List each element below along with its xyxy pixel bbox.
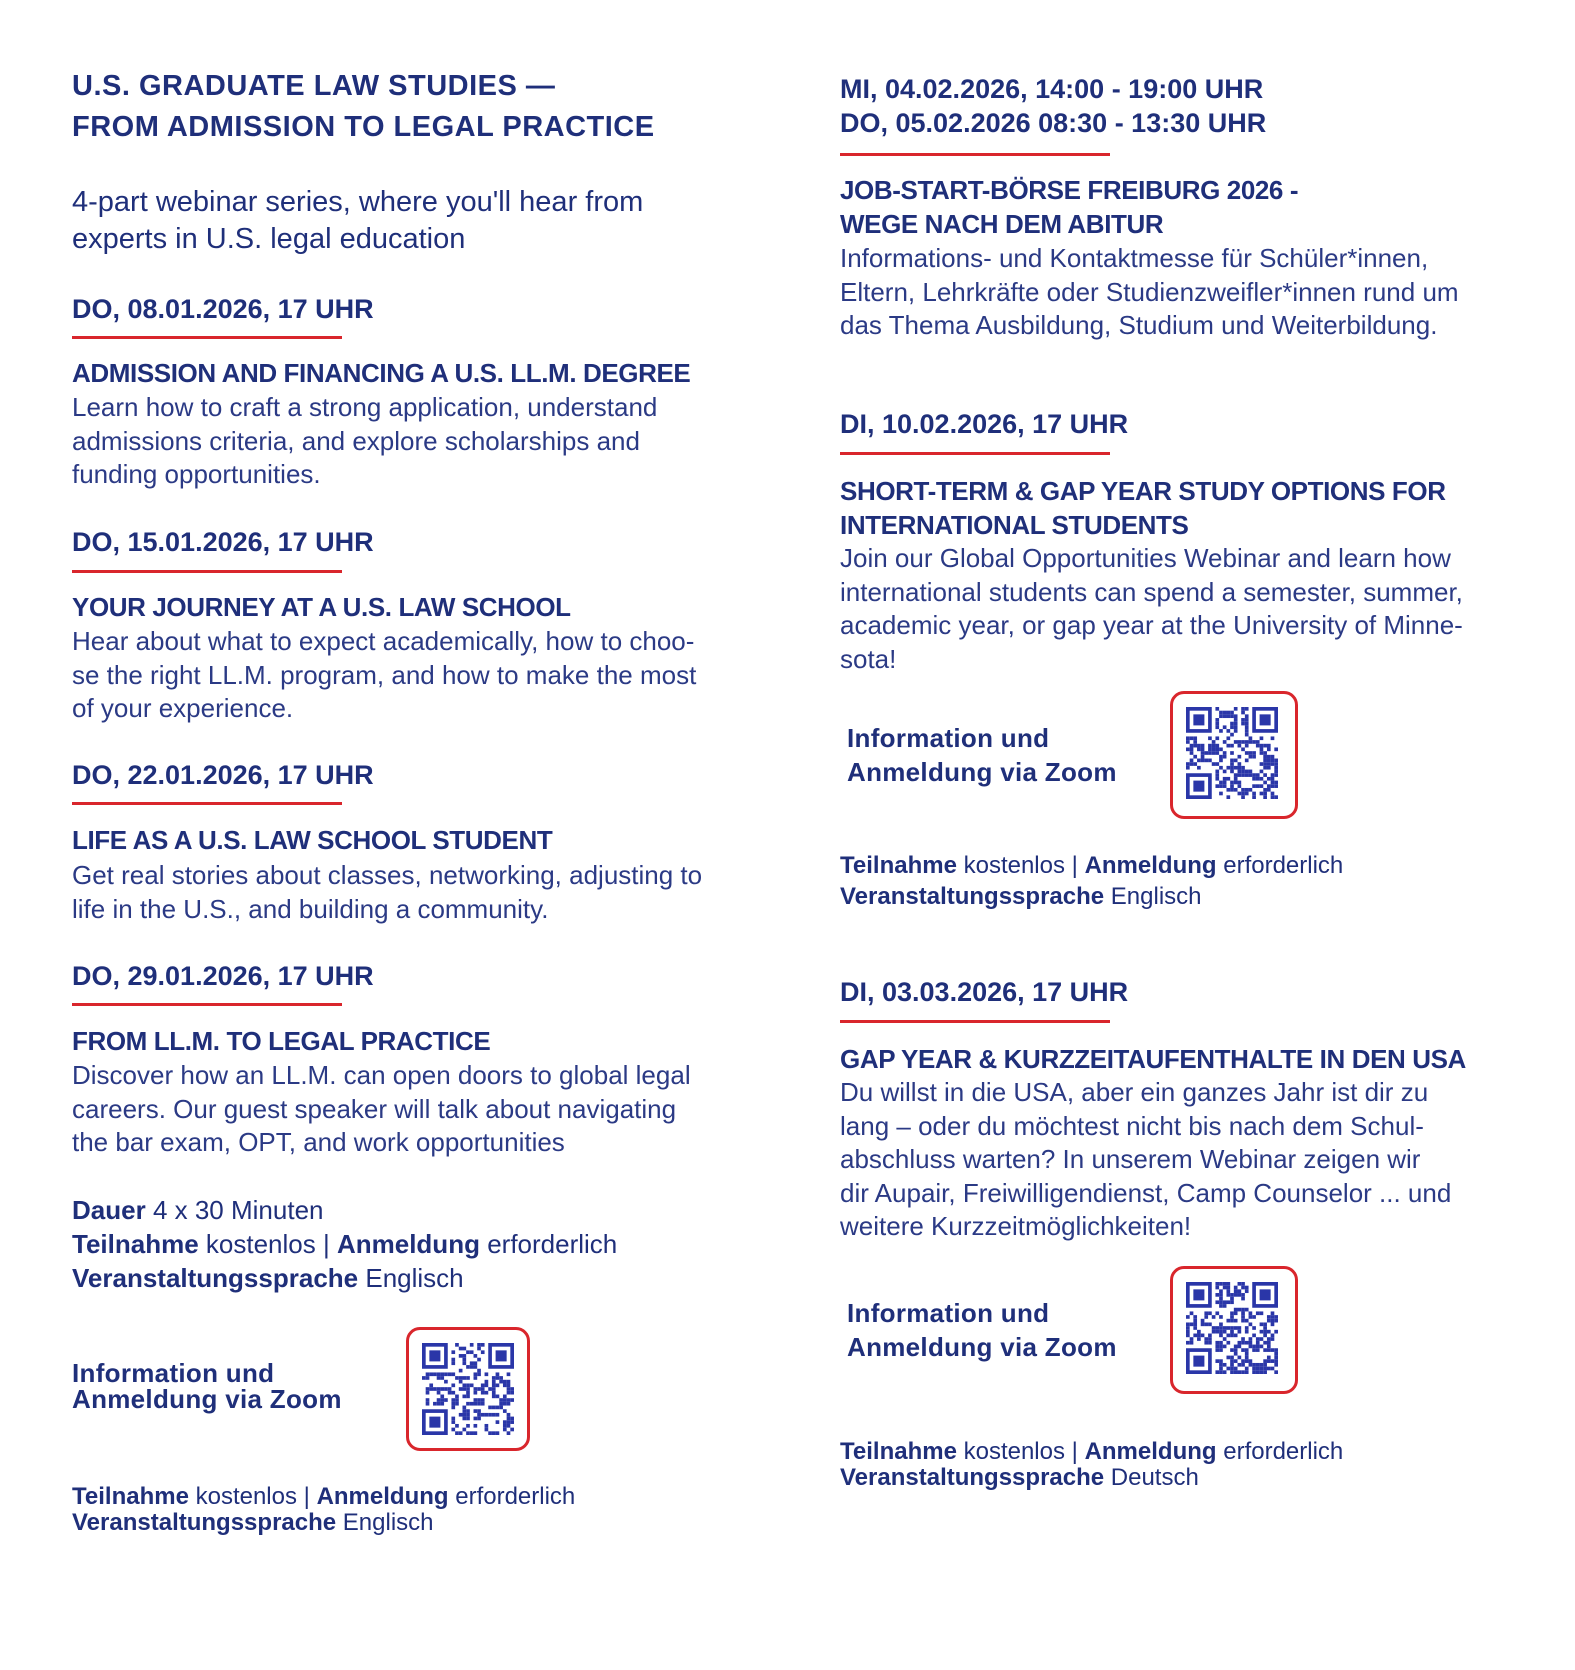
- zoom-qr-code[interactable]: [1170, 1266, 1298, 1394]
- event-date: DO, 08.01.2026, 17 UHR: [72, 294, 374, 324]
- zoom-qr-code[interactable]: [1170, 691, 1298, 819]
- event-description: Informations- und Kontaktmesse für Schüler*innen, Eltern, Lehrkräfte oder Studienzweifler*innen rund um das Thema Ausbildung, Studium und Weiterbildung.: [840, 243, 1459, 340]
- event-date: DO, 22.01.2026, 17 UHR: [72, 760, 374, 790]
- date-divider: [72, 570, 342, 573]
- zoom-registration-label: Information und Anmeldung via Zoom: [847, 1298, 1117, 1362]
- date-divider: [840, 452, 1110, 455]
- date-divider: [72, 802, 342, 805]
- qr-code-icon: [1186, 1282, 1278, 1374]
- event-description: Discover how an LL.M. can open doors to global legal careers. Our guest speaker will talk about navigating the bar exam, OPT, and work opportunities: [72, 1060, 691, 1157]
- zoom-registration-label: Information und Anmeldung via Zoom: [847, 723, 1117, 787]
- event-date: DO, 29.01.2026, 17 UHR: [72, 961, 374, 991]
- event-description: Du willst in die USA, aber ein ganzes Jahr ist dir zu lang – oder du möchtest nicht bis nach dem Schul- abschluss warten? In unserem Webinar zeigen wir dir Aupair, Freiwilligendienst, Camp Counselor ... und weitere Kurzzeitmöglichkeiten!: [840, 1077, 1452, 1241]
- event-description: Learn how to craft a strong application, understand admissions criteria, and explore scholarships and funding opportunities.: [72, 392, 658, 489]
- registration-info: Teilnahme kostenlos | Anmeldung erforderlich Veranstaltungssprache Englisch: [72, 1483, 576, 1536]
- date-divider: [840, 153, 1110, 156]
- qr-code-icon: [1186, 707, 1278, 799]
- event-title: LIFE AS A U.S. LAW SCHOOL STUDENT: [72, 825, 553, 855]
- event-title: FROM LL.M. TO LEGAL PRACTICE: [72, 1026, 491, 1056]
- series-intro: 4-part webinar series, where you'll hear from experts in U.S. legal education: [72, 186, 644, 255]
- event-title: JOB-START-BÖRSE FREIBURG 2026 - WEGE NACH DEM ABITUR: [840, 175, 1299, 239]
- registration-info: Teilnahme kostenlos | Anmeldung erforderlich Veranstaltungssprache Englisch: [840, 852, 1344, 910]
- event-title: GAP YEAR & KURZZEITAUFENTHALTE IN DEN USA: [840, 1044, 1466, 1074]
- event-date: DI, 03.03.2026, 17 UHR: [840, 977, 1129, 1007]
- event-date: DO, 15.01.2026, 17 UHR: [72, 527, 374, 557]
- date-divider: [72, 1003, 342, 1006]
- zoom-qr-code[interactable]: [406, 1327, 530, 1451]
- event-date: DI, 10.02.2026, 17 UHR: [840, 409, 1129, 439]
- event-title: SHORT-TERM & GAP YEAR STUDY OPTIONS FOR INTERNATIONAL STUDENTS: [840, 476, 1446, 540]
- registration-info: Teilnahme kostenlos | Anmeldung erforderlich Veranstaltungssprache Deutsch: [840, 1438, 1344, 1491]
- event-date: MI, 04.02.2026, 14:00 - 19:00 UHR DO, 05.02.2026 08:30 - 13:30 UHR: [840, 74, 1267, 138]
- series-details: Dauer 4 x 30 Minuten Teilnahme kostenlos | Anmeldung erforderlich Veranstaltungssprache Englisch: [72, 1195, 618, 1293]
- event-description: Hear about what to expect academically, how to choo- se the right LL.M. program, and how to make the most of your experience.: [72, 626, 697, 723]
- date-divider: [72, 336, 342, 339]
- event-title: ADMISSION AND FINANCING A U.S. LL.M. DEGREE: [72, 358, 691, 388]
- event-description: Join our Global Opportunities Webinar and learn how international students can spend a semester, summer, academic year, or gap year at the University of Minne- sota!: [840, 543, 1463, 674]
- event-title: YOUR JOURNEY AT A U.S. LAW SCHOOL: [72, 592, 571, 622]
- qr-code-icon: [422, 1343, 514, 1435]
- series-title: U.S. GRADUATE LAW STUDIES — FROM ADMISSION TO LEGAL PRACTICE: [72, 70, 655, 143]
- date-divider: [840, 1020, 1110, 1023]
- zoom-registration-label: Information und Anmeldung via Zoom: [72, 1358, 342, 1414]
- event-description: Get real stories about classes, networking, adjusting to life in the U.S., and building a community.: [72, 860, 703, 924]
